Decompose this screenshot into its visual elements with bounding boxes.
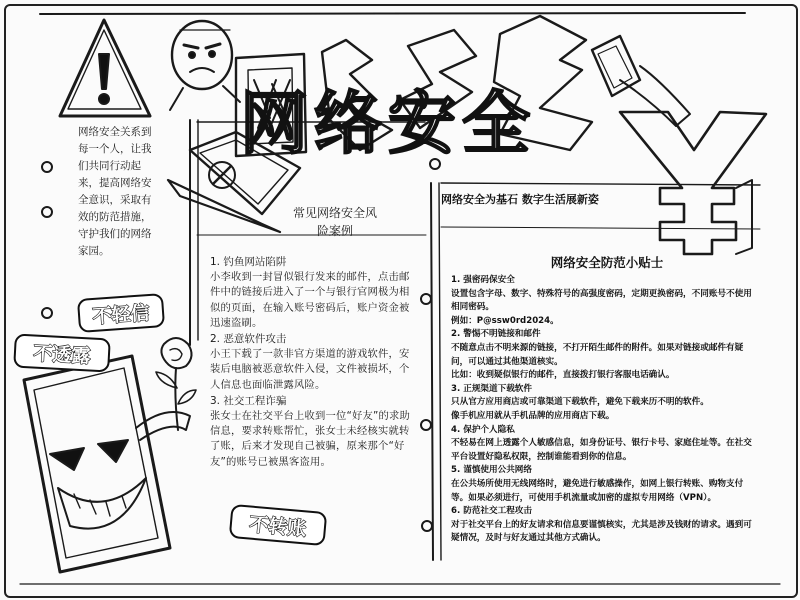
- tip-item: [451, 424, 759, 465]
- case-item: [210, 394, 418, 470]
- poster-title: 网络安全: [240, 85, 537, 164]
- tip-heading: 6. 防范社交工程攻击: [451, 506, 532, 517]
- case-item: [210, 255, 418, 331]
- stamp-dont-believe: [77, 293, 165, 333]
- tip-heading: 4. 保护个人隐私: [451, 424, 515, 435]
- stamp-dont-leak: [13, 334, 111, 373]
- case-text: 小王下载了一款非官方渠道的游戏软件，安装后电脑被恶意软件入侵，文件被损坏，个人信息也面临泄露风险。: [210, 348, 410, 391]
- case-heading: 2. 恶意软件攻击: [210, 333, 287, 346]
- tip-text: 对于社交平台上的好友请求和信息要谨慎核实，尤其是涉及钱财的请求。遇到可疑情况，及时与好友通过其他方式确认。: [451, 519, 752, 544]
- tip-example: 例如：P@ssw0rd2024。: [451, 315, 559, 326]
- case-text: 张女士在社交平台上收到一位“好友”的求助信息，要求转账帮忙，张女士未经核实就转了账，后来才发现自己被骗，原来那个“好友”的账号已被黑客盗用。: [210, 410, 411, 468]
- case-heading: 3. 社交工程诈骗: [210, 394, 287, 407]
- tip-text: 不随意点击不明来源的链接，不打开陌生邮件的附件。如果对链接或邮件有疑问，可以通过其他渠道核实。: [451, 342, 744, 367]
- tip-text: 设置包含字母、数字、特殊符号的高强度密码，定期更换密码，不同账号不使用相同密码。: [451, 288, 752, 313]
- tip-example: 像手机应用就从手机品牌的应用商店下载。: [451, 410, 615, 421]
- case-text: 小李收到一封冒似银行发来的邮件，点击邮件中的链接后进入了一个与银行官网极为相似的页面，在输入账号密码后，账户资金被迅速盗刷。: [210, 271, 410, 329]
- tip-example: 比如：收到疑似银行的邮件，直接拨打银行客服电话确认。: [451, 370, 675, 381]
- cases-title: 常见网络安全风险案例: [292, 206, 377, 238]
- tip-heading: 2. 警惕不明链接和邮件: [451, 329, 541, 340]
- tip-text: 不轻易在网上透露个人敏感信息，如身份证号、银行卡号、家庭住址等。在社交平台设置好隐私权限，控制谁能看到你的信息。: [451, 438, 752, 462]
- tablet-monster-icon: [24, 356, 190, 572]
- warning-triangle-icon: [60, 20, 150, 116]
- tip-item: [451, 274, 759, 328]
- tip-heading: 5. 谨慎使用公共网络: [451, 465, 532, 476]
- tip-item: [451, 505, 759, 546]
- hacker-head-icon: [170, 21, 240, 110]
- slogan: 网络安全为基石 数字生活展新姿: [441, 193, 599, 206]
- tip-heading: 1. 强密码保安全: [451, 275, 515, 285]
- intro-paragraph: 网络安全关系到每一个人，让我们共同行动起来，提高网络安全意识，采取有效的防范措施，守护我们的网络家园。: [78, 126, 152, 257]
- case-heading: 1. 钓鱼网站陷阱: [210, 256, 287, 268]
- tips-title: 网络安全防范小贴士: [550, 255, 664, 270]
- tip-heading: 3. 正规渠道下载软件: [451, 383, 532, 394]
- stamp-label: 不转账: [248, 513, 308, 540]
- tip-text: 只从官方应用商店或可靠渠道下载软件，避免下载来历不明的软件。: [451, 397, 709, 408]
- tip-text: 在公共场所使用无线网络时，避免进行敏感操作，如网上银行转账、购物支付等。如果必须进行，可使用手机流量或加密的虚拟专用网络（VPN）。: [451, 478, 744, 503]
- case-item: [210, 332, 418, 393]
- tip-item: [451, 328, 759, 382]
- stamp-label: 不透露: [32, 342, 91, 367]
- stamp-label: 不轻信: [91, 301, 151, 328]
- tip-item: [451, 383, 759, 424]
- tips-list: [451, 274, 759, 546]
- tip-item: [451, 464, 759, 505]
- cases-list: [210, 254, 418, 470]
- yen-sign-icon: [620, 112, 766, 254]
